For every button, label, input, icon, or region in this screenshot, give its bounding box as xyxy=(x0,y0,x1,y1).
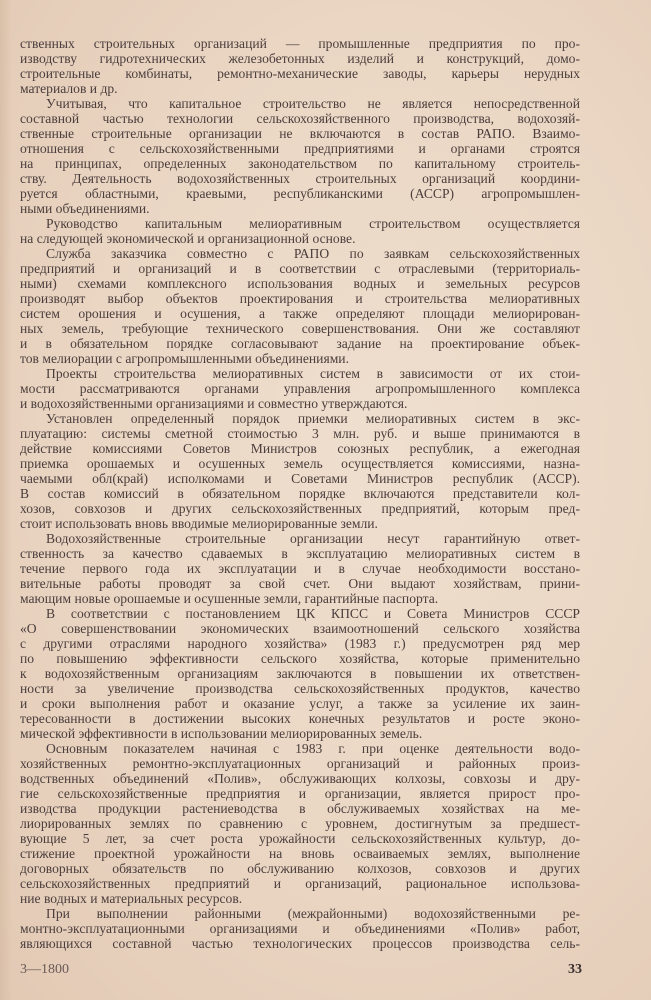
text-line: тересованности в достижении высоких конечных результатов и росте эконо- xyxy=(20,711,580,726)
text-line: плуатацию: системы сметной стоимостью 3 млн. руб. и выше принимаются в xyxy=(20,426,580,441)
text-line: материалов и др. xyxy=(20,81,118,96)
text-line: являющихся составной частью технологических процессов производства сель- xyxy=(20,936,580,951)
text-line: хозяйственных ремонтно-эксплуатационных организаций и районных произ- xyxy=(20,756,580,771)
text-line: систем орошения и осушения, а также определяют площади мелиорирован- xyxy=(20,306,580,321)
printer-signature: 3—1800 xyxy=(20,962,69,977)
text-line: тов мелиорации с агропромышленными объединениями. xyxy=(20,351,349,366)
text-line: действие комиссиями Советов Министров союзных республик, а ежегодная xyxy=(20,441,580,456)
text-line: В соответствии с постановлением ЦК КПСС и Совета Министров СССР xyxy=(46,606,580,621)
text-line: вительные работы проводят за свой счет. Они выдают хозяйствам, прини- xyxy=(20,576,580,591)
text-line: стоит использовать вновь вводимые мелиорированные земли. xyxy=(20,516,378,531)
text-line: ными) схемами комплексного использования водных и земельных ресурсов xyxy=(20,276,580,291)
text-line: стижение проектной урожайности на вновь осваиваемых землях, выполнение xyxy=(20,846,580,861)
text-line: Руководство капитальным мелиоративным строительством осуществляется xyxy=(46,216,580,231)
text-line: и водохозяйственными организациями и совместно утверждаются. xyxy=(20,396,408,411)
text-line: Служба заказчика совместно с РАПО по заявкам сельскохозяйственных xyxy=(46,246,580,261)
text-line: по повышению эффективности сельского хозяйства, которые применительно xyxy=(20,651,580,666)
text-line: мающим новые орошаемые и осушенные земли, гарантийные паспорта. xyxy=(20,591,439,606)
text-line: ности за увеличение производства сельскохозяйственных продуктов, качество xyxy=(20,681,580,696)
text-line: составной частью технологии сельскохозяйственного производства, водохозяй- xyxy=(20,111,580,126)
text-line: ние водных и материальных ресурсов. xyxy=(20,891,243,906)
text-line: При выполнении районными (межрайонными) водохозяйственными ре- xyxy=(46,906,580,921)
page-body-text xyxy=(20,36,580,951)
text-line: ству. Деятельность водохозяйственных строительных организаций координи- xyxy=(20,171,580,186)
text-line: с другими отраслями народного хозяйства» (1983 г.) предусмотрен ряд мер xyxy=(20,636,580,651)
text-line: Водохозяйственные строительные организации несут гарантийную ответ- xyxy=(46,531,580,546)
text-line: руется областными, краевыми, республиканскими (АССР) агропромышлен- xyxy=(20,186,580,201)
page-edge-shadow xyxy=(0,0,12,1000)
text-line: и сроки выполнения работ и оказание услуг, а также за усиление их заин- xyxy=(20,696,580,711)
text-line: вующие 5 лет, за счет роста урожайности сельскохозяйственных культур, до- xyxy=(20,831,580,846)
text-line: мости рассматриваются органами управления агропромышленного комплекса xyxy=(20,381,580,396)
text-line: приемка орошаемых и осушенных земель осуществляется комиссиями, назна- xyxy=(20,456,580,471)
text-line: строительные комбинаты, ремонтно-механические заводы, карьеры нерудных xyxy=(20,66,580,81)
text-line: Учитывая, что капитальное строительство не является непосредственной xyxy=(46,96,580,111)
text-line: производят выбор объектов проектирования и строительства мелиоративных xyxy=(20,291,580,306)
page-number: 33 xyxy=(568,962,582,977)
text-line: ственные строительные организации не включаются в состав РАПО. Взаимо- xyxy=(20,126,580,141)
text-line: отношения с сельскохозяйственными предприятиями и органами строятся xyxy=(20,141,580,156)
text-line: на принципах, определенных законодательством по капитальному строитель- xyxy=(20,156,580,171)
text-line: гие сельскохозяйственные предприятия и организации, является прирост про- xyxy=(20,786,580,801)
text-line: ственность за качество сдаваемых в эксплуатацию мелиоративных систем в xyxy=(20,546,580,561)
text-line: чаемыми обл(край) исполкомами и Советами Министров республик (АССР). xyxy=(20,471,580,486)
text-line: ных земель, требующие технического совершенствования. Они же составляют xyxy=(20,321,580,336)
text-line: Проекты строительства мелиоративных систем в зависимости от их стои- xyxy=(46,366,580,381)
text-line: изводству гидротехнических железобетонных изделий и конструкций, домо- xyxy=(20,51,580,66)
text-line: Установлен определенный порядок приемки мелиоративных систем в экс- xyxy=(46,411,580,426)
text-line: лиорированных землях по сравнению с уровнем, достигнутым за предшест- xyxy=(20,816,580,831)
text-line: В состав комиссий в обязательном порядке включаются представители кол- xyxy=(20,486,580,501)
text-line: предприятий и организаций и в соответствии с отраслевыми (территориаль- xyxy=(20,261,580,276)
text-line: к водохозяйственным организациям заключаются в повышении их ответствен- xyxy=(20,666,580,681)
text-line: и в обязательном порядке согласовывают задание на проектирование объек- xyxy=(20,336,580,351)
text-line: на следующей экономической и организационной основе. xyxy=(20,231,356,246)
text-line: сельскохозяйственных предприятий и организаций, рациональное использова- xyxy=(20,876,580,891)
text-line: ственных строительных организаций — промышленные предприятия по про- xyxy=(20,36,580,51)
text-line: договорных обязательств по обслуживанию колхозов, совхозов и других xyxy=(20,861,580,876)
text-line: монтно-эксплуатационными организациями и объединениями «Полив» работ, xyxy=(20,921,580,936)
text-line: Основным показателем начиная с 1983 г. при оценке деятельности водо- xyxy=(46,741,580,756)
text-line: течение первого года их эксплуатации и в случае необходимости восстано- xyxy=(20,561,580,576)
text-line: мической эффективности в использовании мелиорированных земель. xyxy=(20,726,423,741)
text-line: хозов, совхозов и других сельскохозяйственных предприятий, которым пред- xyxy=(20,501,580,516)
text-line: изводства продукции растениеводства в обслуживаемых хозяйствах на ме- xyxy=(20,801,580,816)
text-line: водственных объединений «Полив», обслуживающих колхозы, совхозы и дру- xyxy=(20,771,580,786)
text-line: «О совершенствовании экономических взаимоотношений сельского хозяйства xyxy=(20,621,580,636)
text-line: ными объединениями. xyxy=(20,201,150,216)
